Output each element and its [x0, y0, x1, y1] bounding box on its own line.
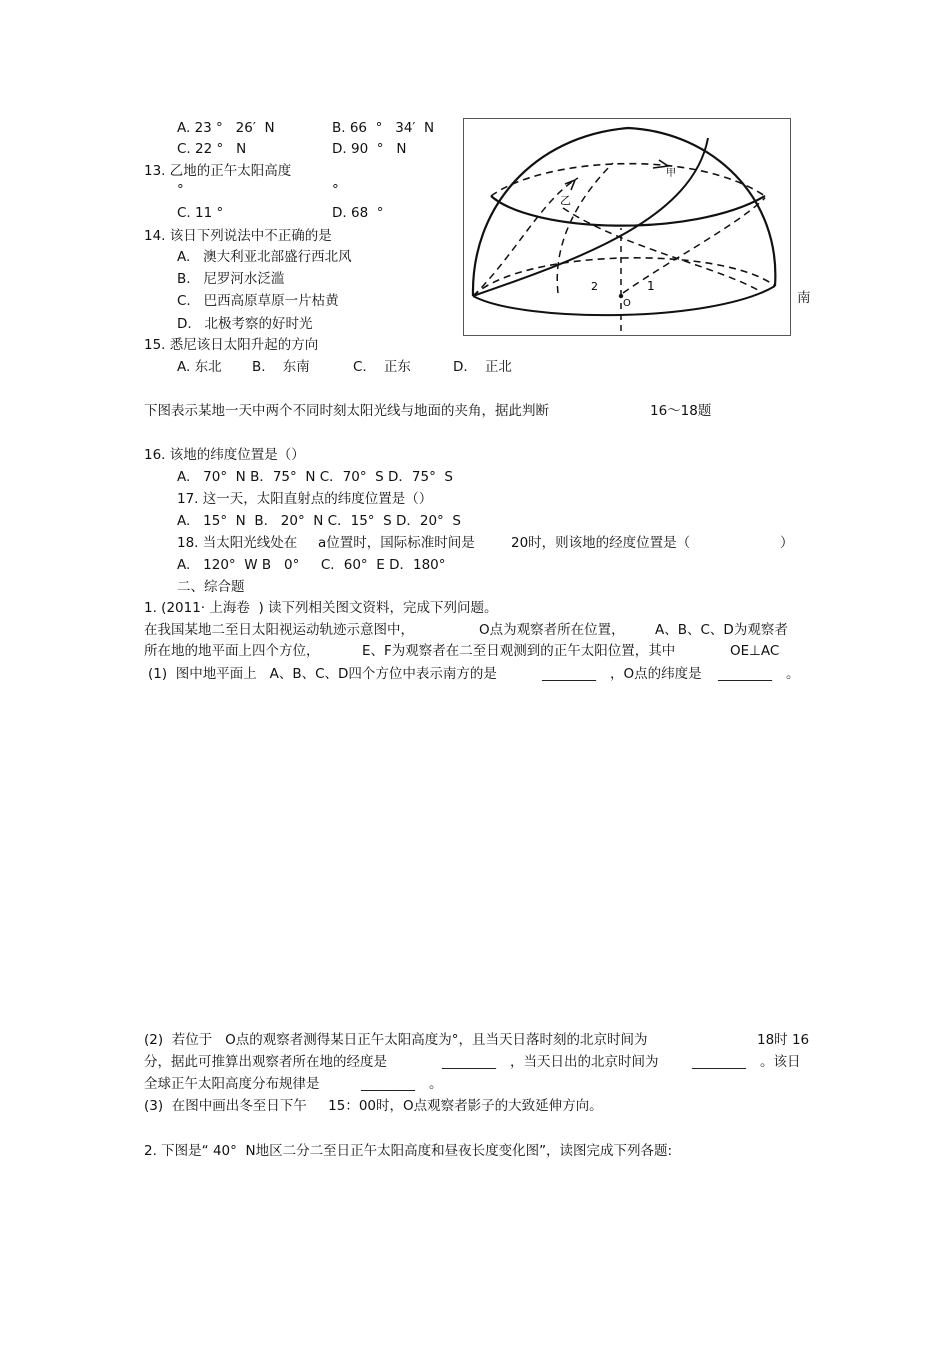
label-angle-2: 2	[591, 280, 598, 293]
p1-sub2-blank3: ________	[361, 1076, 415, 1092]
p1-line2-b: O点为观察者所在位置，	[479, 622, 625, 638]
q12-option-b: B. 66 ° 34′ N	[332, 120, 435, 136]
p1-sub2-b: 18时 16	[757, 1032, 810, 1048]
p1-sub1-text: (1) 图中地平面上 A、B、C、D四个方位中表示南方的是	[148, 666, 497, 682]
p1-sub2-c: 分，据此可推算出观察者所在地的经度是	[144, 1054, 387, 1070]
p1-sub2-a: (2) 若位于 O点的观察者测得某日正午太阳高度为°，且当天日落时刻的北京时间为	[144, 1032, 648, 1048]
intro-16-18-text: 下图表示某地一天中两个不同时刻太阳光线与地面的夹角，据此判断	[144, 403, 549, 419]
q18-options: A. 120° W B 0° C．60° E D．180°	[177, 557, 446, 573]
p2-line1: 2. 下图是“ 40° N地区二分二至日正午太阳高度和昼夜长度变化图”，读图完成下列各题:	[144, 1143, 673, 1159]
q12-option-d: D. 90 ° N	[332, 141, 407, 157]
q14-option-a: A. 澳大利亚北部盛行西北风	[177, 249, 352, 265]
q14-option-d: D. 北极考察的好时光	[177, 316, 313, 332]
q13-mark-right: °	[332, 182, 339, 198]
q15-option-d: D. 正北	[453, 359, 512, 375]
p1-sub1-end: 。	[786, 666, 800, 682]
q18-stem-b: a位置时，国际标准时间是	[318, 535, 475, 551]
q16-stem: 16. 该地的纬度位置是（）	[144, 447, 305, 463]
q12-option-c: C. 22 ° N	[177, 141, 247, 157]
q15-option-c: C. 正东	[353, 359, 411, 375]
p1-sub2-f: 全球正午太阳高度分布规律是	[144, 1076, 320, 1092]
q16-options: A. 70° N B．75° N C．70° S D．75° S	[177, 469, 453, 485]
q13-stem: 13. 乙地的正午太阳高度	[144, 163, 292, 179]
p1-line1: 1. (2011· 上海卷 ) 读下列相关图文资料，完成下列问题。	[144, 600, 498, 616]
section-heading: 二、综合题	[177, 579, 245, 595]
p1-sub3: (3) 在图中画出冬至日下午 15：00时，O点观察者影子的大致延伸方向。	[144, 1098, 603, 1114]
q15-option-a: A. 东北	[177, 359, 222, 375]
p1-sub2-e: 。该日	[760, 1054, 801, 1070]
p1-line2-a: 在我国某地二至日太阳视运动轨迹示意图中，	[144, 622, 414, 638]
p1-line3-a: 所在地的地平面上四个方位，	[144, 643, 320, 659]
label-yi: 乙	[560, 194, 571, 207]
label-angle-1: 1	[647, 279, 655, 293]
intro-16-18-range: 16～18题	[650, 403, 712, 419]
p1-line3-c: OE⊥AC	[730, 643, 780, 659]
q18-stem-d: ）	[780, 535, 794, 551]
p1-line2-c: A、B、C、D为观察者	[655, 622, 788, 638]
p1-sub2-g: 。	[429, 1076, 443, 1092]
q12-option-a: A. 23 ° 26′ N	[177, 120, 275, 136]
q18-stem-c: 20时，则该地的经度位置是（	[511, 535, 691, 551]
p1-sub1-blank2: ________	[718, 666, 772, 682]
p1-sub2-blank2: ________	[692, 1054, 746, 1070]
q13-mark-left: °	[177, 182, 184, 198]
q13-option-c: C. 11 °	[177, 205, 224, 221]
q18-stem-a: 18. 当太阳光线处在	[177, 535, 298, 551]
q14-option-b: B. 尼罗河水泛滥	[177, 271, 285, 287]
q15-stem: 15. 悉尼该日太阳升起的方向	[144, 337, 319, 353]
p1-sub1-blank1: ________	[542, 666, 596, 682]
sun-path-hemisphere-diagram	[463, 118, 793, 336]
p1-line3-b: E、F为观察者在二至日观测到的正午太阳位置，其中	[362, 643, 676, 659]
q17-stem: 17. 这一天，太阳直射点的纬度位置是（）	[177, 491, 433, 507]
q13-option-d: D. 68 °	[332, 205, 384, 221]
p1-sub1-text-b: ，O点的纬度是	[610, 666, 702, 682]
south-label: 南	[797, 290, 811, 306]
q14-stem: 14. 该日下列说法中不正确的是	[144, 228, 332, 244]
label-o: O	[623, 298, 631, 309]
p1-sub2-d: ，当天日出的北京时间为	[510, 1054, 659, 1070]
q14-option-c: C. 巴西高原草原一片枯黄	[177, 293, 339, 309]
q17-options: A. 15° N B. 20° N C．15° S D．20° S	[177, 513, 461, 529]
p1-sub2-blank1: ________	[442, 1054, 496, 1070]
q15-option-b: B. 东南	[252, 359, 310, 375]
label-jia: 甲	[666, 168, 676, 179]
